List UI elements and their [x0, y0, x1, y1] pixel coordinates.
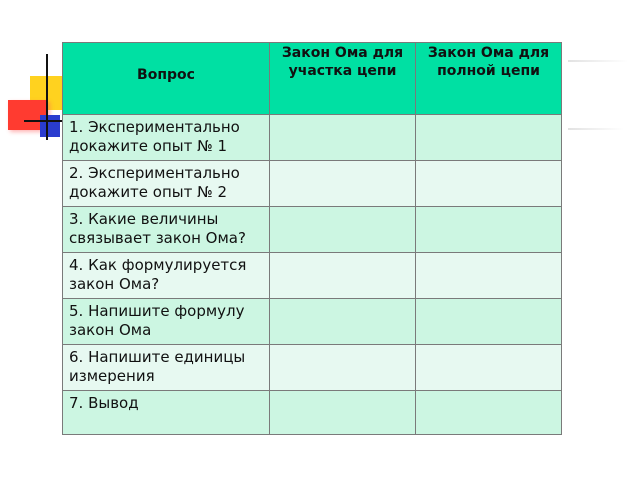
- answer-cell-section[interactable]: [270, 161, 416, 207]
- table-header-row: [63, 43, 562, 115]
- header-ohm-law-section: Закон Ома для участка цепи: [270, 43, 416, 115]
- questions-table: [62, 42, 562, 435]
- answer-cell-full[interactable]: [416, 207, 562, 253]
- answer-cell-section[interactable]: [270, 207, 416, 253]
- answer-cell-section[interactable]: [270, 391, 416, 435]
- answer-cell-full[interactable]: [416, 253, 562, 299]
- answer-cell-full[interactable]: [416, 391, 562, 435]
- table-row: [63, 345, 562, 391]
- table-row: [63, 299, 562, 345]
- question-cell: 1. Экспериментально докажите опыт № 1: [63, 115, 270, 161]
- answer-cell-section[interactable]: [270, 115, 416, 161]
- answer-cell-section[interactable]: [270, 345, 416, 391]
- table-row: [63, 253, 562, 299]
- table-row: [63, 207, 562, 253]
- decorative-blue-square: [40, 115, 60, 137]
- question-cell: 5. Напишите формулу закон Ома: [63, 299, 270, 345]
- table-row: [63, 391, 562, 435]
- answer-cell-full[interactable]: [416, 345, 562, 391]
- question-cell: 4. Как формулируется закон Ома?: [63, 253, 270, 299]
- question-cell: 3. Какие величины связывает закон Ома?: [63, 207, 270, 253]
- question-cell: 7. Вывод: [63, 391, 270, 435]
- answer-cell-full[interactable]: [416, 299, 562, 345]
- decorative-line: [568, 60, 628, 62]
- answer-cell-full[interactable]: [416, 115, 562, 161]
- table-row: [63, 161, 562, 207]
- question-cell: 6. Напишите единицы измерения: [63, 345, 270, 391]
- answer-cell-full[interactable]: [416, 161, 562, 207]
- question-cell: 2. Экспериментально докажите опыт № 2: [63, 161, 270, 207]
- decorative-line: [568, 128, 624, 130]
- answer-cell-section[interactable]: [270, 299, 416, 345]
- header-ohm-law-full-circuit: Закон Ома для полной цепи: [416, 43, 562, 115]
- answer-cell-section[interactable]: [270, 253, 416, 299]
- header-question: Вопрос: [63, 43, 270, 115]
- table-row: [63, 115, 562, 161]
- decorative-vertical-line: [46, 54, 48, 140]
